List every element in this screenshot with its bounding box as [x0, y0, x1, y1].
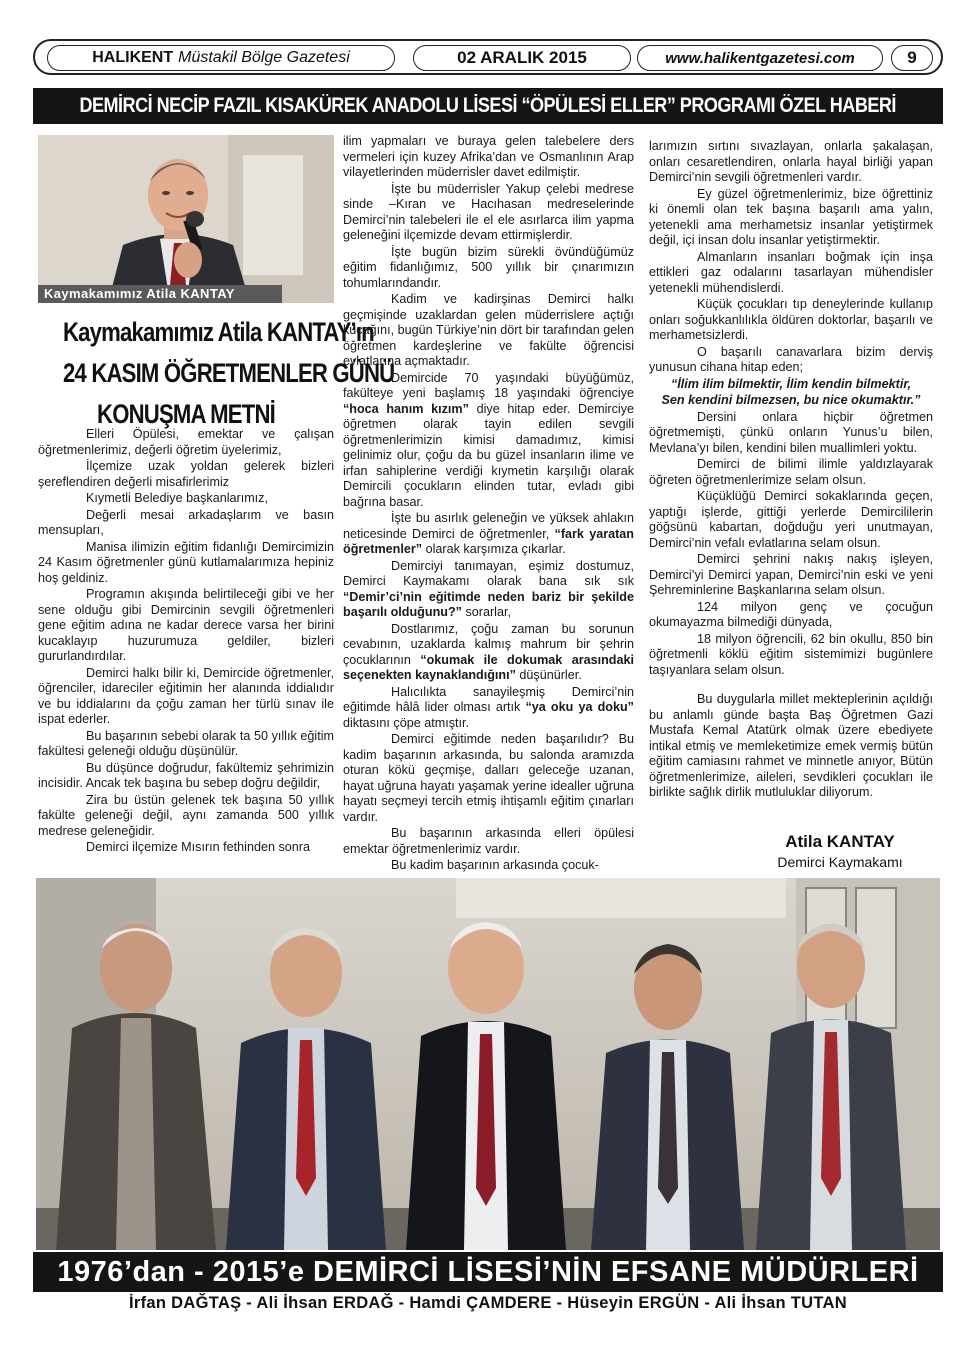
- paragraph: ilim yapmaları ve buraya gelen talebelere ders vermeleri için kuzey Afrika’dan ve Osmanlının Arap vilayetlerinden müderrisler davet edilmiştir.: [343, 134, 634, 179]
- group-photo: [36, 878, 940, 1250]
- paper-subtitle: Müstakil Bölge Gazetesi: [178, 49, 350, 66]
- bottom-banner: 1976’dan - 2015’e DEMİRCİ LİSESİ’NİN EFSANE MÜDÜRLERİ: [33, 1252, 943, 1292]
- article-column-2: [343, 134, 634, 875]
- portrait-photo: [38, 135, 334, 303]
- paragraph: Kıymetli Belediye başkanlarımız,: [86, 491, 268, 505]
- article-title-line-3: KONUŞMA METNİ: [97, 399, 275, 429]
- bold-quote: “fark yaratan öğretmenler”: [343, 526, 634, 556]
- signature-name: Atila KANTAY: [785, 832, 895, 851]
- paragraph: O başarılı canavarlara bizim derviş yunusun cihana hitap eden;: [649, 344, 933, 374]
- issue-date: 02 ARALIK 2015: [413, 45, 631, 71]
- paragraph: Bu başarının sebebi olarak ta 50 yıllık eğitim fakültesi geleneği olduğu düşünülür.: [38, 728, 334, 758]
- paragraph: İlçemize uzak yoldan gelerek bizleri şereflendiren değerli misafirlerimiz: [38, 459, 334, 489]
- paragraph: Demirci halkı bilir ki, Demircide öğretmenler, öğrenciler, idareciler eğitimin her alanında iddialıdır ve bu iddialarını da çoğu zaman her türlü sınav ile ispat ederler.: [38, 665, 334, 726]
- article-title-line-1: Kaymakamımız Atila KANTAY’ın: [63, 317, 374, 347]
- paragraph: Dostlarımız, çoğu zaman bu sorunun cevabının, uzaklarda kalmış mahrum bir şehrin çocuklarının “okumak ile dokumak arasındaki seçenekten kaynaklandığını” düşünürler.: [343, 621, 635, 682]
- paragraph: Bu düşünce doğrudur, fakültemiz şehrimizin incisidir. Ancak tek başına bu sebep doğru değildir,: [38, 760, 334, 790]
- bold-quote: “okumak ile dokumak arasındaki seçenekten kaynaklandığını”: [343, 652, 635, 682]
- paragraph: Küçüklüğü Demirci sokaklarında geçen, yaptığı işlerde, gittiği yerlerde Demircililerin göğsünü kabartan, doğduğu yeri unutmayan, Demirci’nin vefalı evlatlarına selam olsun.: [649, 489, 933, 550]
- paper-masthead: [47, 45, 395, 71]
- paragraph: Kadim ve kadirşinas Demirci halkı geçmişinde uzaklardan gelen müderrislere açtığı kucağını, bugün Türkiye’nin dört bir tarafından gelen öğretmen kardeşlerine ve fakülte öğrencisi evlatlarına açmaktadır.: [343, 292, 635, 368]
- paragraph: larımızın sırtını sıvazlayan, onlarla şakalaşan, onları cesaretlendiren, onlarla hayal birliği yapan Demirci’nin sevgili öğretmenleri vardır.: [649, 139, 933, 184]
- page-header: [33, 39, 943, 75]
- paragraph: Bu kadim başarının arkasında çocuk-: [391, 858, 599, 872]
- portrait-image: [38, 135, 334, 303]
- principal-names: İrfan DAĞTAŞ - Ali İhsan ERDAĞ - Hamdi ÇAMDERE - Hüseyin ERGÜN - Ali İhsan TUTAN: [129, 1294, 847, 1312]
- group-image: [36, 878, 940, 1250]
- paragraph: Bu duygularla millet mekteplerinin açıldığı bu anlamlı günde başta Baş Öğretmen Gazi Mustafa Kemal Atatürk olmak üzere ebediyete intikal etmiş ve memleketimize emek vermiş bütün eğitim camiasını rahmet ve minnetle anıyor, Bütün öğretmenlerimize, aileleri, sevdikleri çocukları ile birlikte sağlık dirlik mutluluklar diliyorum.: [649, 692, 933, 799]
- poem-quote-line-1: “İlim ilim bilmektir, İlim kendin bilmektir,: [670, 376, 912, 391]
- bold-quote: “Demir’ci’nin eğitimde neden bariz bir şekilde başarılı olduğunu?”: [343, 589, 634, 619]
- headline-text: DEMİRCİ NECİP FAZIL KISAKÜREK ANADOLU LİSESİ “ÖPÜLESİ ELLER” PROGRAMI ÖZEL HABERİ: [79, 94, 897, 117]
- paragraph: İşte bu asırlık geleneğin ve yüksek ahlakın neticesinde Demirci de öğretmenler, “fark yaratan öğretmenler” olarak karşımıza çıkarlar.: [343, 511, 634, 556]
- website-link[interactable]: www.halikentgazetesi.com: [637, 45, 883, 71]
- paragraph: 18 milyon öğrencili, 62 bin okullu, 850 bin öğretmenli köklü eğitim sistemimizi bugünlere taşıyanlara selam olsun.: [649, 631, 933, 677]
- paragraph: Elleri Öpülesi, emektar ve çalışan öğretmenlerimiz, değerli öğretim üyelerimiz,: [38, 427, 334, 457]
- article-title-line-2: 24 KASIM ÖĞRETMENLER GÜNÜ: [63, 358, 395, 388]
- paragraph: Zira bu üstün gelenek tek başına 50 yıllık fakülte geleneği değil, aynı zamanda 500 yıllık medrese geleneğidir.: [38, 792, 334, 838]
- paragraph: Değerli mesai arkadaşlarım ve basın mensupları,: [38, 507, 334, 537]
- signature-role: Demirci Kaymakamı: [777, 854, 903, 870]
- paragraph: Küçük çocukları tıp deneylerinde kullanıp onları soğukkanlılıkla öldüren doktorlar, başarılı ve merhametsizlerdi.: [649, 297, 933, 342]
- paragraph: Dersini onlara hiçbir öğretmen öğretmemişti, çünkü onların Yunus’u bilen, Mevlana’yı bilen, kendini bilen muallimleri yoktu.: [649, 409, 933, 455]
- paragraph: Bu başarının arkasında elleri öpülesi emektar öğretmenlerimiz vardır.: [343, 826, 634, 856]
- paragraph: Halıcılıkta sanayileşmiş Demirci’nin eğitimde hâlâ lider olması artık “ya oku ya doku” diktasını çöpe atmıştır.: [343, 684, 634, 730]
- paragraph: İşte bu müderrisler Yakup çelebi medrese sinde –Kıran ve Hacıhasan medreselerinde Demirci’nin talebeleri ile el ele asırlarca ilim yapma geleneğini ilçemizde devam ettirmişlerdir.: [343, 181, 634, 242]
- poem-quote-line-2: Sen kendini bilmezsen, bu nice okumaktır.”: [661, 393, 921, 407]
- bold-quote: “ya oku ya doku”: [525, 700, 634, 714]
- paragraph: Ey güzel öğretmenlerimiz, bize öğrettiniz ki önemli olan tek başına başarılı ama yalın, yetenekli ama merhametsiz insanlar yetiştirmek değil, içi insan dolu insanlar yetiştirmektir.: [649, 186, 933, 247]
- paragraph: Almanların insanları boğmak için inşa ettikleri gaz odalarını tasarlayan mühendisler yetenekli mühendislerdi.: [649, 249, 933, 295]
- paragraph: Programın akışında belirtileceği gibi ve her sene olduğu gibi Demircinin sevgili öğretmenleri gene eğitim adına ne kadar derece varsa her birini kucaklayıp huzurumuza geldiler, bizleri gururlandırdılar.: [38, 587, 334, 663]
- article-title: [36, 312, 395, 435]
- page-number: 9: [891, 45, 933, 71]
- paragraph: Demirci eğitimde neden başarılıdır? Bu kadim başarının arkasında, bu salonda aramızda oturan kökü geçmişe, dalları geleceğe uzanan, hayat uğruna hayatı yaşamak yerine idealler uğruna hayatı seçmeyi tercih etmiş ihtişamlı eğitim çınarları vardır.: [343, 732, 634, 824]
- paragraph: Demirci ilçemize Mısırın fethinden sonra: [86, 840, 310, 854]
- paragraph: 124 milyon genç ve çocuğun okumayazma bilmediği dünyada,: [649, 599, 933, 629]
- paragraph: İşte bugün bizim sürekli övündüğümüz eğitim fidanlığımız, 500 yıllık bir çınarımızın tohumlarındandır.: [343, 244, 634, 290]
- paragraph: Demirciyi tanımayan, eşimiz dostumuz, Demirci Kaymakamı olarak bana sık sık “Demir’ci’nin eğitimde neden bariz bir şekilde başarılı olduğunu?” sorarlar,: [343, 558, 634, 619]
- headline-banner: [33, 88, 943, 124]
- article-column-3: [649, 139, 933, 802]
- paragraph: Demirci şehrini nakış nakış işleyen, Demirci’yi Demirci yapan, Demirci’nin eski ve yeni Şehreminlerine Başkanlarına selam olsun.: [649, 552, 933, 597]
- portrait-caption: Kaymakamımız Atila KANTAY: [38, 285, 282, 303]
- paragraph: Demircide 70 yaşındaki büyüğümüz, fakülteye yeni başlamış 18 yaşındaki öğrenciye “hoca hanım kızım” diye hitap eder. Demirciye öğretmen olarak tayin edilen sevgili öğretmenlerimizin kimisi damadımız, kimisi gelinimiz olur, çoğu da bu güzel insanların ilime ve irfan sahiplerine verdiği kıymetin karşılığı olarak Demircili çocukların elinden tutar, evladı gibi bağrına basar.: [343, 370, 634, 509]
- article-column-1: [38, 427, 334, 857]
- paper-name: HALIKENT: [92, 49, 174, 66]
- paragraph: Demirci de bilimi ilimle yaldızlayarak öğreten öğretmenlerimize selam olsun.: [649, 457, 933, 487]
- paragraph: Manisa ilimizin eğitim fidanlığı Demircimizin 24 Kasım öğretmenler günü kutlamalarımıza hepiniz hoş geldiniz.: [38, 539, 334, 585]
- bold-quote: “hoca hanım kızım”: [343, 401, 469, 416]
